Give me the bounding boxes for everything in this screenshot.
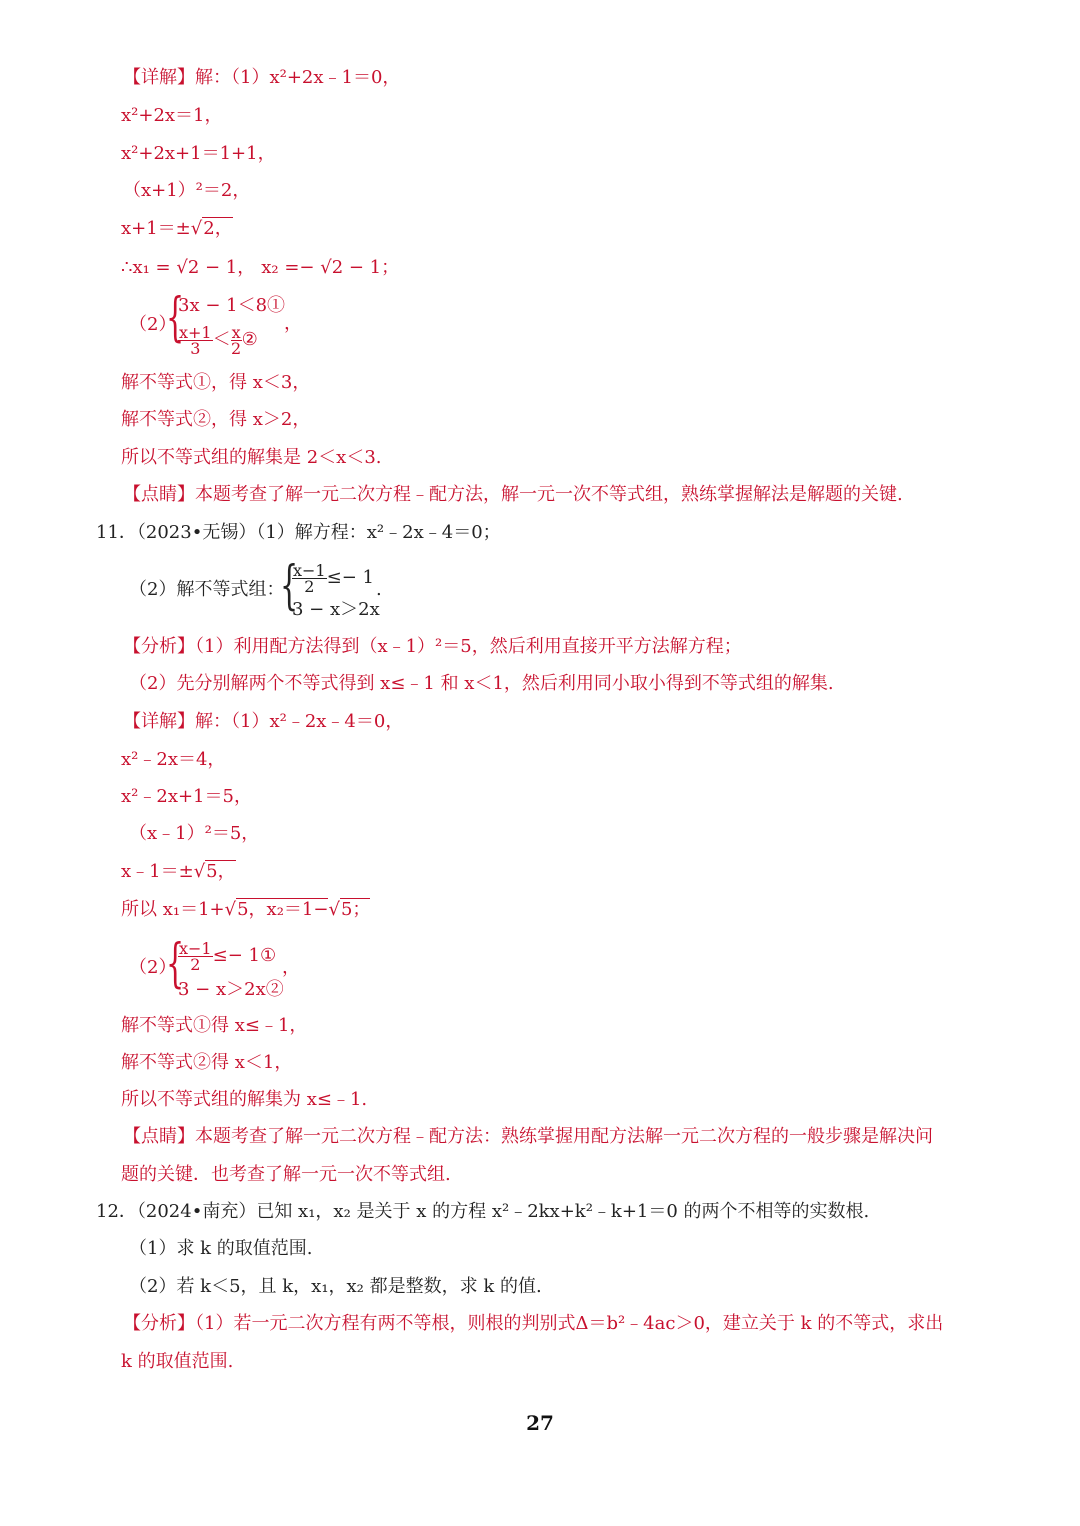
step-line: 所以 x₁＝1+√5，x₂＝1−√5； bbox=[121, 899, 371, 920]
analysis-line: （2）先分别解两个不等式得到 x≤﹣1 和 x＜1，然后利用同小取小得到不等式组的解集. bbox=[129, 673, 834, 694]
comment-line: 【点睛】本题考查了解一元二次方程﹣配方法：熟练掌握用配方法解一元二次方程的一般步骤是解决问 bbox=[123, 1126, 933, 1147]
step-line: x²﹣2x＝4， bbox=[121, 749, 226, 770]
analysis-tag: 【分析】 bbox=[123, 1313, 195, 1334]
brace: { bbox=[166, 288, 185, 348]
system-label: （2） bbox=[129, 957, 177, 978]
sqrt-symbol: √ bbox=[193, 861, 206, 882]
question-11: 11．（2023•无锡）（1）解方程：x²﹣2x﹣4＝0； bbox=[96, 522, 501, 543]
step-line: 解不等式②得 x＜1， bbox=[121, 1052, 293, 1073]
fraction: $\frac{x}{2}$ bbox=[231, 322, 242, 358]
step-line: x+1＝±√2， bbox=[121, 218, 233, 239]
step-line: （x﹣1）²＝5， bbox=[129, 823, 260, 844]
step-line: 解不等式①，得 x＜3， bbox=[121, 372, 311, 393]
sqrt-symbol: √ bbox=[328, 899, 340, 920]
brace: { bbox=[166, 934, 185, 994]
step-line: x²+2x+1＝1+1， bbox=[121, 143, 276, 164]
step-line: ∴x₁ = √2 − 1， x₂ =− √2 − 1； bbox=[121, 257, 400, 278]
analysis-line: k 的取值范围. bbox=[121, 1351, 234, 1372]
analysis-line: 【分析】（1）利用配方法得到（x﹣1）²＝5，然后利用直接开平方法解方程； bbox=[123, 636, 742, 657]
step-line: x²+2x＝1， bbox=[121, 105, 223, 126]
comment-line: 【点睛】本题考查了解一元二次方程﹣配方法，解一元一次不等式组，熟练掌握解法是解题的关键. bbox=[123, 484, 903, 505]
step-line: 解不等式①得 x≤﹣1， bbox=[121, 1015, 308, 1036]
comment-line: 题的关键．也考查了解一元一次不等式组. bbox=[121, 1164, 451, 1185]
detail-line-1: 【详解】解：（1）x²+2x﹣1＝0， bbox=[123, 67, 401, 88]
fraction: $\frac{x-1}{2}$ bbox=[179, 938, 212, 974]
step-line: （x+1）²＝2， bbox=[123, 180, 251, 201]
detail-tag: 【详解】 bbox=[123, 711, 195, 732]
question-11-part2-label: （2）解不等式组： bbox=[129, 579, 285, 600]
page-number: 27 bbox=[526, 1411, 554, 1435]
analysis-tag: 【分析】 bbox=[123, 636, 195, 657]
system-label: （2） bbox=[129, 314, 177, 335]
fraction: $\frac{x+1}{3}$ bbox=[179, 322, 212, 358]
step-line: x²﹣2x+1＝5， bbox=[121, 786, 252, 807]
detail-tag: 【详解】 bbox=[123, 67, 195, 88]
step-line: 所以不等式组的解集为 x≤﹣1. bbox=[121, 1089, 368, 1110]
question-12-part1: （1）求 k 的取值范围. bbox=[129, 1238, 313, 1259]
comment-tag: 【点睛】 bbox=[123, 484, 195, 505]
step-line: 所以不等式组的解集是 2＜x＜3. bbox=[121, 447, 382, 468]
analysis-line: 【分析】（1）若一元二次方程有两不等根，则根的判别式Δ＝b²﹣4ac＞0，建立关于 k 的不等式，求出 bbox=[123, 1313, 944, 1334]
fraction: $\frac{x-1}{2}$ bbox=[293, 560, 326, 596]
step-line: x﹣1＝±√5， bbox=[121, 861, 236, 882]
step-line: 解不等式②，得 x＞2， bbox=[121, 409, 311, 430]
question-12-part2: （2）若 k＜5，且 k，x₁，x₂ 都是整数，求 k 的值. bbox=[129, 1276, 542, 1297]
sqrt-symbol: √ bbox=[224, 899, 237, 920]
brace: { bbox=[280, 556, 299, 616]
question-12: 12．（2024•南充）已知 x₁，x₂ 是关于 x 的方程 x²﹣2kx+k²﹣k+1＝0 的两个不相等的实数根. bbox=[96, 1201, 870, 1222]
sqrt-symbol: √ bbox=[190, 218, 203, 239]
detail-line: 【详解】解：（1）x²﹣2x﹣4＝0， bbox=[123, 711, 404, 732]
comment-tag: 【点睛】 bbox=[123, 1126, 195, 1147]
